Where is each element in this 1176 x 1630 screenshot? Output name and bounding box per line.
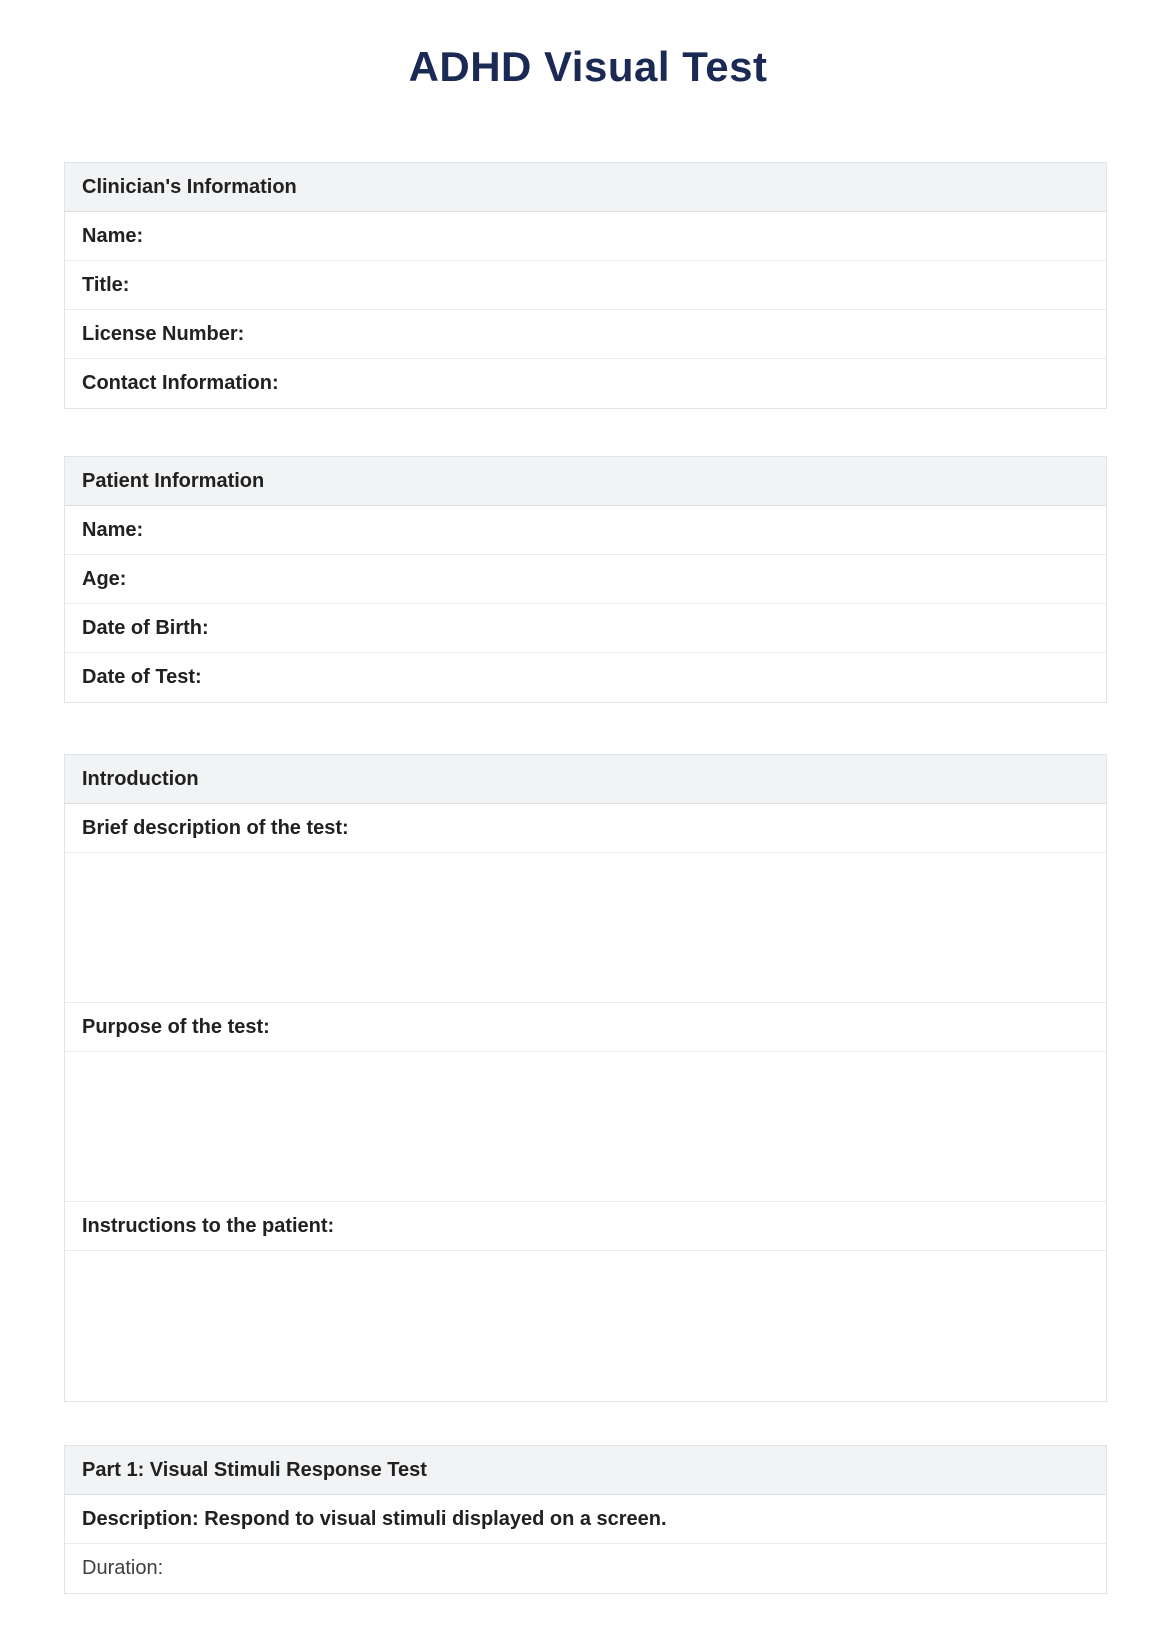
field-label: Contact Information: [82, 372, 279, 394]
section-header [65, 1446, 1106, 1495]
input-area[interactable] [65, 1251, 1106, 1401]
field-label: Title: [82, 273, 130, 296]
section-header [65, 755, 1106, 804]
field-label: Purpose of the test: [82, 1015, 270, 1038]
field-row [65, 506, 1106, 555]
section-part-1-visual-stimuli-response-test [64, 1445, 1107, 1594]
field-label: Description: Respond to visual stimuli displayed on a screen. [82, 1507, 667, 1530]
field-value-area[interactable] [163, 1544, 1089, 1593]
field-value-area[interactable] [202, 653, 1089, 702]
field-row [65, 1003, 1106, 1052]
section-title: Clinician's Information [82, 175, 297, 198]
field-value-area[interactable] [349, 804, 1089, 852]
field-label: Date of Test: [82, 666, 202, 688]
field-row [65, 653, 1106, 702]
field-label: Date of Birth: [82, 616, 209, 639]
field-value-area[interactable] [667, 1495, 1089, 1543]
field-row [65, 212, 1106, 261]
section-introduction [64, 754, 1107, 1402]
field-label: Age: [82, 567, 127, 590]
form-sections [64, 162, 1107, 1594]
field-row [65, 261, 1106, 310]
input-area[interactable] [65, 853, 1106, 1003]
field-row [65, 1544, 1106, 1593]
section-title: Part 1: Visual Stimuli Response Test [82, 1458, 427, 1481]
field-row [65, 555, 1106, 604]
field-label: Instructions to the patient: [82, 1214, 335, 1237]
field-value-area[interactable] [143, 506, 1089, 554]
field-value-area[interactable] [270, 1003, 1089, 1051]
input-area[interactable] [65, 1052, 1106, 1202]
field-label: Duration: [82, 1557, 164, 1579]
field-value-area[interactable] [126, 555, 1089, 603]
section-header [65, 163, 1106, 212]
field-label: Name: [82, 518, 144, 541]
section-title: Introduction [82, 767, 199, 790]
section-header [65, 457, 1106, 506]
field-label: Name: [82, 224, 144, 247]
field-row [65, 804, 1106, 853]
section-clinician-s-information [64, 162, 1107, 409]
section-patient-information [64, 456, 1107, 703]
field-value-area[interactable] [129, 261, 1089, 309]
field-value-area[interactable] [334, 1202, 1089, 1250]
field-value-area[interactable] [143, 212, 1089, 260]
field-value-area[interactable] [279, 359, 1089, 408]
field-row [65, 1202, 1106, 1251]
field-value-area[interactable] [244, 310, 1089, 358]
field-row [65, 310, 1106, 359]
field-row [65, 604, 1106, 653]
field-row [65, 1495, 1106, 1544]
field-label: Brief description of the test: [82, 816, 349, 839]
section-title: Patient Information [82, 469, 265, 492]
field-row [65, 359, 1106, 408]
page-title: ADHD Visual Test [408, 43, 768, 90]
field-label: License Number: [82, 322, 245, 345]
field-value-area[interactable] [209, 604, 1089, 652]
